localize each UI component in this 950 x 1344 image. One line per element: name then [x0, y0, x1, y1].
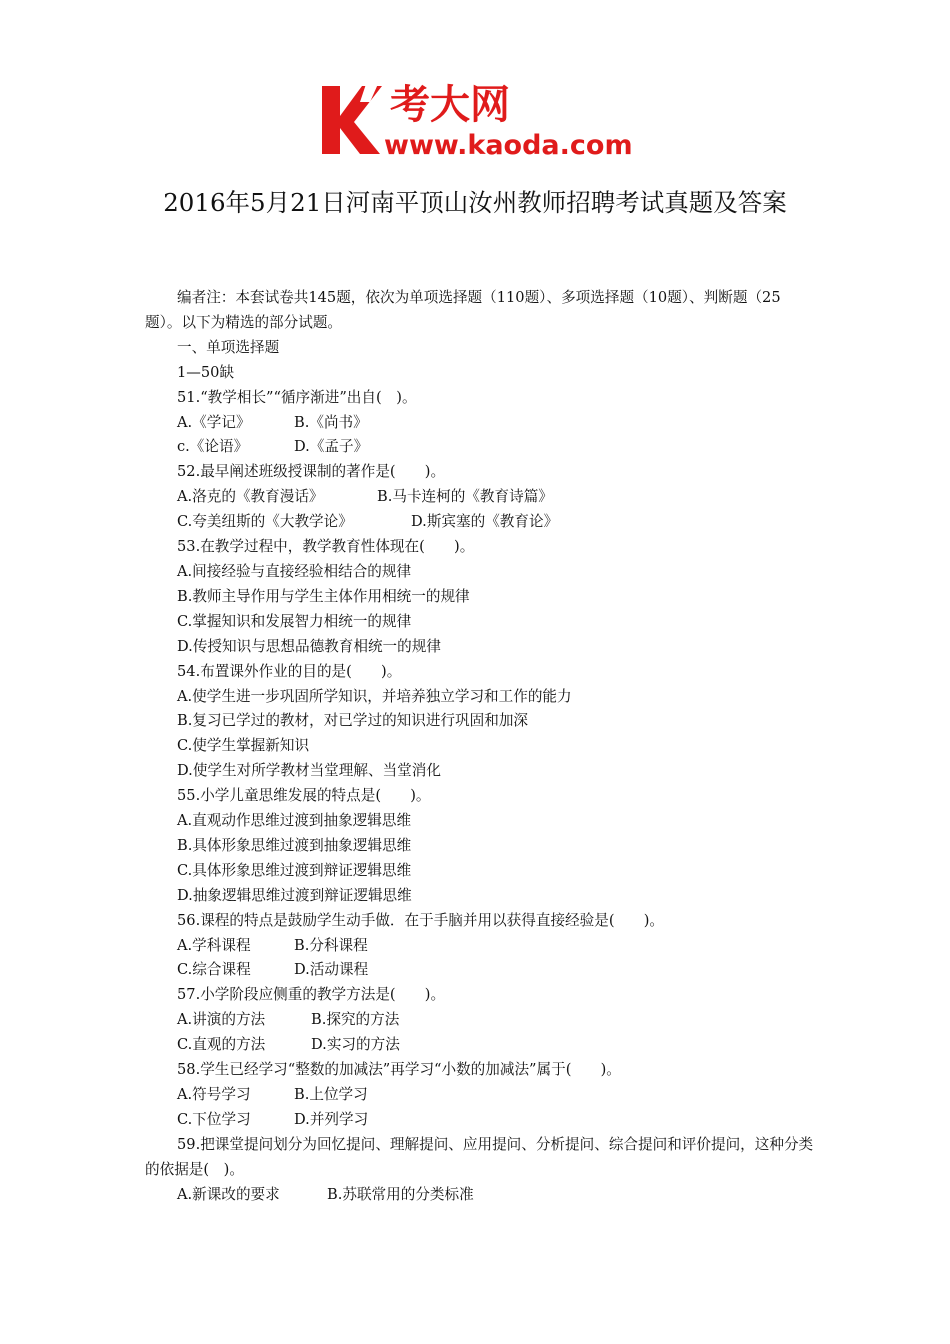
option: B.马卡连柯的《教育诗篇》 [377, 488, 553, 506]
logo-brand-text: 考大网 [390, 82, 510, 128]
question-stem: 52.最早阐述班级授课制的著作是( )。 [177, 463, 446, 481]
option: A.洛克的《教育漫话》 [177, 488, 324, 506]
question-stem: 56.课程的特点是鼓励学生动手做．在于手脑并用以获得直接经验是( )。 [177, 911, 665, 929]
option-row [145, 1183, 815, 1208]
kaoda-logo [318, 80, 638, 160]
option: A.讲演的方法 [177, 1011, 266, 1029]
option: C.直观的方法 [177, 1036, 266, 1054]
option: D.并列学习 [294, 1110, 369, 1128]
editor-note: 编者注：本套试卷共145题，依次为单项选择题（110题）、多项选择题（10题）、判断题（25题）。以下为精选的部分试题。 [145, 289, 781, 331]
option: D.传授知识与思想品德教育相统一的规律 [177, 637, 441, 655]
option: D.活动课程 [294, 961, 369, 979]
option-row [145, 485, 815, 510]
option: C.具体形象思维过渡到辩证逻辑思维 [177, 861, 412, 879]
option: D.实习的方法 [311, 1036, 400, 1054]
option-row [145, 934, 815, 959]
option-row [145, 411, 815, 436]
question-stem: 54.布置课外作业的目的是( )。 [177, 662, 402, 680]
option: B.《尚书》 [294, 413, 368, 431]
document-title: 2016年5月21日河南平顶山汝州教师招聘考试真题及答案 [163, 188, 787, 217]
question-stem: 55.小学儿童思维发展的特点是( )。 [177, 787, 431, 805]
question-stem: 59.把课堂提问划分为回忆提问、理解提问、应用提问、分析提问、综合提问和评价提问，这种分类的依据是( )。 [145, 1135, 814, 1178]
option: B.具体形象思维过渡到抽象逻辑思维 [177, 836, 412, 854]
option: B.教师主导作用与学生主体作用相统一的规律 [177, 587, 470, 605]
question-stem: 51.“教学相长”“循序渐进”出自( )。 [177, 388, 417, 406]
option: C.掌握知识和发展智力相统一的规律 [177, 612, 412, 630]
option-row [145, 1033, 815, 1058]
option: B.苏联常用的分类标准 [327, 1185, 474, 1203]
kaoda-logo-graphic [318, 80, 638, 160]
option: A.符号学习 [177, 1086, 251, 1103]
option: D.使学生对所学教材当堂理解、当堂消化 [177, 762, 441, 780]
option: A.使学生进一步巩固所学知识，并培养独立学习和工作的能力 [177, 687, 572, 705]
option: C.夸美纽斯的《大教学论》 [177, 513, 353, 531]
missing-note: 1—50缺 [177, 363, 235, 381]
option: B.上位学习 [294, 1086, 368, 1103]
option-row [145, 1083, 815, 1108]
option: A.《学记》 [177, 413, 251, 431]
question-stem: 53.在教学过程中，教学教育性体现在( )。 [177, 538, 475, 556]
option: c.《论语》 [177, 438, 249, 456]
option: D.《孟子》 [294, 438, 369, 456]
option: B.分科课程 [294, 936, 368, 954]
option: D.斯宾塞的《教育论》 [411, 513, 559, 531]
option: A.直观动作思维过渡到抽象逻辑思维 [177, 812, 412, 830]
option: C.使学生掌握新知识 [177, 737, 310, 755]
option: C.综合课程 [177, 961, 251, 979]
section-heading: 一、单项选择题 [177, 338, 280, 356]
document-body [145, 286, 815, 1208]
option: A.学科课程 [177, 936, 251, 954]
option: A.新课改的要求 [177, 1185, 280, 1203]
logo-url-text: www.kaoda.com [384, 130, 633, 160]
option-row [145, 958, 815, 983]
option-row [145, 1008, 815, 1033]
option-row [145, 510, 815, 535]
option: C.下位学习 [177, 1110, 251, 1128]
option: B.探究的方法 [311, 1011, 400, 1029]
option: A.间接经验与直接经验相结合的规律 [177, 562, 412, 580]
option: B.复习已学过的教材，对已学过的知识进行巩固和加深 [177, 712, 529, 730]
question-stem: 57.小学阶段应侧重的教学方法是( )。 [177, 986, 446, 1004]
question-stem: 58.学生已经学习“整数的加减法”再学习“小数的加减法”属于( )。 [177, 1061, 621, 1079]
option: D.抽象逻辑思维过渡到辩证逻辑思维 [177, 886, 412, 904]
option-row [145, 1108, 815, 1133]
option-row [145, 435, 815, 460]
